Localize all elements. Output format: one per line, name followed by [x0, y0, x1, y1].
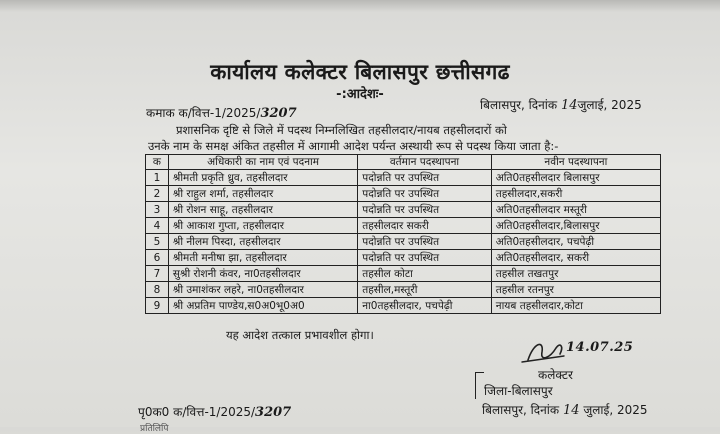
page-shadow	[0, 0, 720, 12]
cell-officer: श्रीमती मनीषा झा, तहसीलदार	[168, 250, 357, 266]
cell-officer: श्री रोशन साहू, तहसीलदार	[168, 202, 357, 218]
table-row	[146, 250, 661, 266]
cell-serial: 1	[146, 170, 169, 186]
copy-stub: प्रतिलिपि	[140, 424, 169, 434]
cell-new-posting: अति0तहसीलदार बिलासपुर	[491, 170, 660, 186]
cell-current-posting: पदोन्नति पर उपस्थित	[358, 250, 492, 266]
endorsement-reference-number: 3207	[255, 405, 292, 420]
cell-officer: सुश्री रोशनी कंवर, ना0तहसीलदार	[168, 266, 357, 282]
order-date-rest: जुलाई, 2025	[577, 98, 642, 112]
paragraph-line-1: प्रशासनिक दृष्टि से जिले में पदस्थ निम्नलिखित तहसीलदार/नायब तहसीलदारों को	[176, 123, 507, 137]
header-serial: क	[146, 155, 169, 170]
order-reference	[146, 104, 297, 121]
endorsement-reference	[138, 403, 291, 420]
effect-statement: यह आदेश तत्काल प्रभावशील होगा।	[226, 328, 374, 342]
order-place-date-prefix: बिलासपुर, दिनांक	[480, 98, 561, 112]
posting-table	[145, 154, 661, 314]
table-row	[146, 266, 661, 282]
cell-new-posting: अति0तहसीलदार मस्तूरी	[491, 202, 660, 218]
table-row	[146, 298, 661, 314]
cell-new-posting: अति0तहसीलदार, सकरी	[491, 250, 660, 266]
cell-officer: श्री नीलम पिस्दा, तहसीलदार	[168, 234, 357, 250]
cell-serial: 3	[146, 202, 169, 218]
order-paragraph	[148, 122, 678, 154]
table-row	[146, 202, 661, 218]
cell-serial: 5	[146, 234, 169, 250]
header-current-posting: वर्तमान पदस्थापना	[358, 155, 492, 170]
signature-bracket	[475, 372, 484, 399]
cell-new-posting: तहसील रतनपुर	[491, 282, 660, 298]
cell-serial: 8	[146, 282, 169, 298]
cell-new-posting: तहसील तखतपुर	[491, 266, 660, 282]
table-header-row	[146, 155, 661, 170]
cell-serial: 4	[146, 218, 169, 234]
signature-date-rest: जुलाई, 2025	[579, 403, 648, 417]
table-row	[146, 282, 661, 298]
cell-new-posting: तहसीलदार,सकरी	[491, 186, 660, 202]
cell-serial: 9	[146, 298, 169, 314]
cell-current-posting: पदोन्नति पर उपस्थित	[358, 202, 492, 218]
signatory-district: जिला-बिलासपुर	[484, 384, 553, 398]
cell-officer: श्री अप्रतिम पाण्डेय,स0अ0भू0अ0	[168, 298, 357, 314]
office-title: कार्यालय कलेक्टर बिलासपुर छत्तीसगढ	[210, 60, 510, 84]
signature-place-date-prefix: बिलासपुर, दिनांक	[482, 403, 563, 417]
cell-current-posting: पदोन्नति पर उपस्थित	[358, 186, 492, 202]
cell-officer: श्रीमती प्रकृति ध्रुव, तहसीलदार	[168, 170, 357, 186]
cell-current-posting: तहसील,मस्तूरी	[358, 282, 492, 298]
order-place-date	[480, 96, 642, 113]
cell-current-posting: तहसीलदार सकरी	[358, 218, 492, 234]
header-new-posting: नवीन पदस्थापना	[491, 155, 660, 170]
signature-place-date	[482, 401, 648, 418]
cell-current-posting: तहसील कोटा	[358, 266, 492, 282]
cell-new-posting: नायब तहसीलदार,कोटा	[491, 298, 660, 314]
table-row	[146, 234, 661, 250]
table-row	[146, 218, 661, 234]
cell-officer: श्री आकाश गुप्ता, तहसीलदार	[168, 218, 357, 234]
order-reference-prefix: कमाक क/वित्त-1/2025/	[146, 106, 261, 120]
signatory-designation: कलेक्टर	[538, 368, 573, 382]
paragraph-line-2: उनके नाम के समक्ष अंकित तहसील में आगामी आदेश पर्यन्त अस्थायी रूप से पदस्थ किया जाता है:-	[148, 139, 559, 153]
order-date-day: 14	[560, 98, 578, 113]
cell-officer: श्री उमाशंकर लहरे, ना0तहसीलदार	[168, 282, 357, 298]
cell-serial: 7	[146, 266, 169, 282]
signature-date-day: 14	[562, 403, 580, 418]
cell-new-posting: अति0तहसीलदार, पचपेढ़ी	[491, 234, 660, 250]
table-row	[146, 170, 661, 186]
endorsement-reference-prefix: पृ0क0 क/वित्त-1/2025/	[138, 405, 256, 419]
order-heading: -:आदेशः-	[336, 87, 384, 102]
cell-current-posting: ना0तहसीलदार, पचपेढ़ी	[358, 298, 492, 314]
table-row	[146, 186, 661, 202]
cell-new-posting: अति0तहसीलदार,बिलासपुर	[491, 218, 660, 234]
header-officer: अधिकारी का नाम एवं पदनाम	[168, 155, 357, 170]
cell-current-posting: पदोन्नति पर उपस्थित	[358, 170, 492, 186]
cell-serial: 2	[146, 186, 169, 202]
cell-current-posting: पदोन्नति पर उपस्थित	[358, 234, 492, 250]
signature-date: 14.07.25	[566, 340, 634, 355]
order-reference-number: 3207	[260, 106, 297, 121]
cell-serial: 6	[146, 250, 169, 266]
cell-officer: श्री राहुल शर्मा, तहसीलदार	[168, 186, 357, 202]
